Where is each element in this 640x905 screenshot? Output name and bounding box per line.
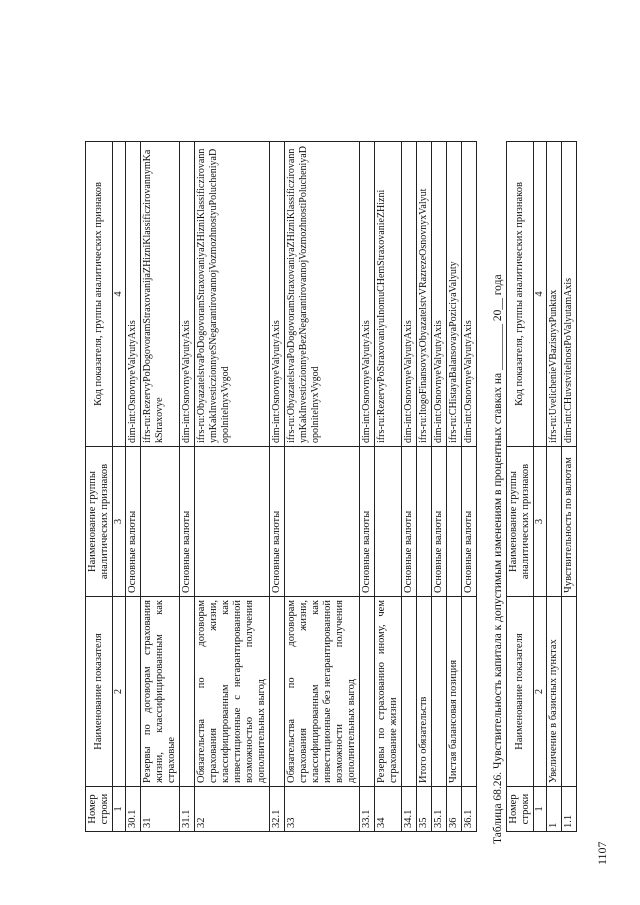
code-cell: ifrs-ru:RezervyPoStraxovaniyuInomuCHemStraxovanieZHizni [375, 142, 402, 447]
table-currency-breakdown [85, 141, 477, 832]
code-cell: ifrs-ru:ItogoFinansovyxObyazatelstvVRazrezeOsnovnyxValyut [417, 142, 432, 447]
row-number-cell: 35.1 [432, 787, 447, 832]
row-number-cell: 34.1 [402, 787, 417, 832]
group-name-cell [417, 447, 432, 597]
indicator-name-cell: Резервы по договорам страхования жизни, классифицированным как страховые [141, 597, 180, 787]
header-row-number: Номер строки [86, 787, 113, 832]
group-name-cell: Основные валюты [270, 447, 285, 597]
code-cell: dim-int:OsnovnyeValyutyAxis [270, 142, 285, 447]
code-cell: ifrs-ru:CHistayaBalansovayaPoziciyaValyuty [447, 142, 462, 447]
table-row [402, 142, 417, 832]
indicator-name-cell: Обязательства по договорам страхования жизни, классифицированным как инвестиционные без негарантированной возможности получения дополнительных выгод [285, 597, 360, 787]
table-row [547, 142, 562, 832]
code-cell: dim-int:OsnovnyeValyutyAxis [360, 142, 375, 447]
group-name-cell: Основные валюты [180, 447, 195, 597]
code-cell: ifrs-ru:RezervyPoDogovoramStraxovanijaZHizniKlassificzirovannymKakStraxovye [141, 142, 180, 447]
row-number-cell: 32.1 [270, 787, 285, 832]
header-code: Код показателя, группы аналитических признаков [86, 142, 113, 447]
indicator-name-cell [462, 597, 477, 787]
row-number-cell: 31.1 [180, 787, 195, 832]
table-row [270, 142, 285, 832]
code-cell: ifrs-ru:ObyazatelstvaPoDogovoramStraxovaniyaZHizniKlassificzirovannymKakInvesticzionnyeBezNegarantirovannojVozmozhnostiPolucheniyaDopolnitelnyxVygod [285, 142, 360, 447]
row-number-cell: 35 [417, 787, 432, 832]
table-row [417, 142, 432, 832]
group-name-cell: Основные валюты [126, 447, 141, 597]
group-name-cell: Основные валюты [360, 447, 375, 597]
column-index: 1 [534, 787, 547, 832]
table-row [375, 142, 402, 832]
indicator-name-cell [270, 597, 285, 787]
code-cell: dim-int:OsnovnyeValyutyAxis [462, 142, 477, 447]
row-number-cell: 31 [141, 787, 180, 832]
group-name-cell [547, 447, 562, 597]
table-body [126, 142, 477, 832]
group-name-cell: Основные валюты [462, 447, 477, 597]
column-index: 4 [534, 142, 547, 447]
table-caption: Таблица 68.26. Чувствительность капитала к допустимым изменениям в процентных ставках на ________ 20__ года [492, 274, 504, 844]
table-row [360, 142, 375, 832]
table-row [180, 142, 195, 832]
indicator-name-cell [432, 597, 447, 787]
row-number-cell: 30.1 [126, 787, 141, 832]
header-indicator-name: Наименование показателя [86, 597, 113, 787]
table-header-row [86, 142, 113, 832]
indicator-name-cell: Обязательства по договорам страхования жизни, классифицированным как инвестиционные с негарантированной возможностью получения дополнительных выгод [195, 597, 270, 787]
code-cell: dim-int:OsnovnyeValyutyAxis [402, 142, 417, 447]
column-index: 2 [113, 597, 126, 787]
header-group-name: Наименование группы аналитических признаков [507, 447, 534, 597]
group-name-cell [447, 447, 462, 597]
group-name-cell [141, 447, 180, 597]
table-body [547, 142, 577, 832]
row-number-cell: 1 [547, 787, 562, 832]
column-index: 1 [113, 787, 126, 832]
page-number: 1107 [595, 841, 609, 865]
group-name-cell [375, 447, 402, 597]
indicator-name-cell [126, 597, 141, 787]
header-indicator-name: Наименование показателя [507, 597, 534, 787]
group-name-cell: Основные валюты [402, 447, 417, 597]
column-index: 3 [113, 447, 126, 597]
indicator-name-cell [562, 597, 577, 787]
code-cell: ifrs-ru:ObyazatelstvaPoDogovoramStraxovaniyaZHizniKlassificzirovannymKakInvesticzionnyeSNegarantirovannojVozmozhnostyuPolucheniyaDopolnitelnyxVygod [195, 142, 270, 447]
column-index: 2 [534, 597, 547, 787]
table-row [195, 142, 270, 832]
row-number-cell: 36 [447, 787, 462, 832]
column-index: 4 [113, 142, 126, 447]
group-name-cell [195, 447, 270, 597]
group-name-cell: Чувствительность по валютам [562, 447, 577, 597]
group-name-cell: Основные валюты [432, 447, 447, 597]
column-index: 3 [534, 447, 547, 597]
row-number-cell: 33.1 [360, 787, 375, 832]
table-row [562, 142, 577, 832]
header-code: Код показателя, группы аналитических признаков [507, 142, 534, 447]
row-number-cell: 1.1 [562, 787, 577, 832]
row-number-cell: 34 [375, 787, 402, 832]
indicator-name-cell: Чистая балансовая позиция [447, 597, 462, 787]
indicator-name-cell [180, 597, 195, 787]
row-number-cell: 36.1 [462, 787, 477, 832]
indicator-name-cell: Резервы по страхованию иному, чем страхование жизни [375, 597, 402, 787]
table-row [141, 142, 180, 832]
indicator-name-cell [360, 597, 375, 787]
indicator-name-cell [402, 597, 417, 787]
row-number-cell: 33 [285, 787, 360, 832]
code-cell: dim-int:OsnovnyeValyutyAxis [432, 142, 447, 447]
row-number-cell: 32 [195, 787, 270, 832]
table-interest-rate-sensitivity [506, 141, 577, 832]
column-index-row [113, 142, 126, 832]
indicator-name-cell: Итого обязательств [417, 597, 432, 787]
header-group-name: Наименование группы аналитических признаков [86, 447, 113, 597]
indicator-name-cell: Увеличение в базисных пунктах [547, 597, 562, 787]
code-cell: dim-int:CHuvstvitelnostPoValyutamAxis [562, 142, 577, 447]
code-cell: dim-int:OsnovnyeValyutyAxis [126, 142, 141, 447]
table-row [432, 142, 447, 832]
table-row [462, 142, 477, 832]
header-row-number: Номер строки [507, 787, 534, 832]
group-name-cell [285, 447, 360, 597]
table-row [126, 142, 141, 832]
code-cell: ifrs-ru:UvelichenieVBazisnyxPunktax [547, 142, 562, 447]
code-cell: dim-int:OsnovnyeValyutyAxis [180, 142, 195, 447]
table-row [285, 142, 360, 832]
column-index-row [534, 142, 547, 832]
table-row [447, 142, 462, 832]
table-header-row [507, 142, 534, 832]
